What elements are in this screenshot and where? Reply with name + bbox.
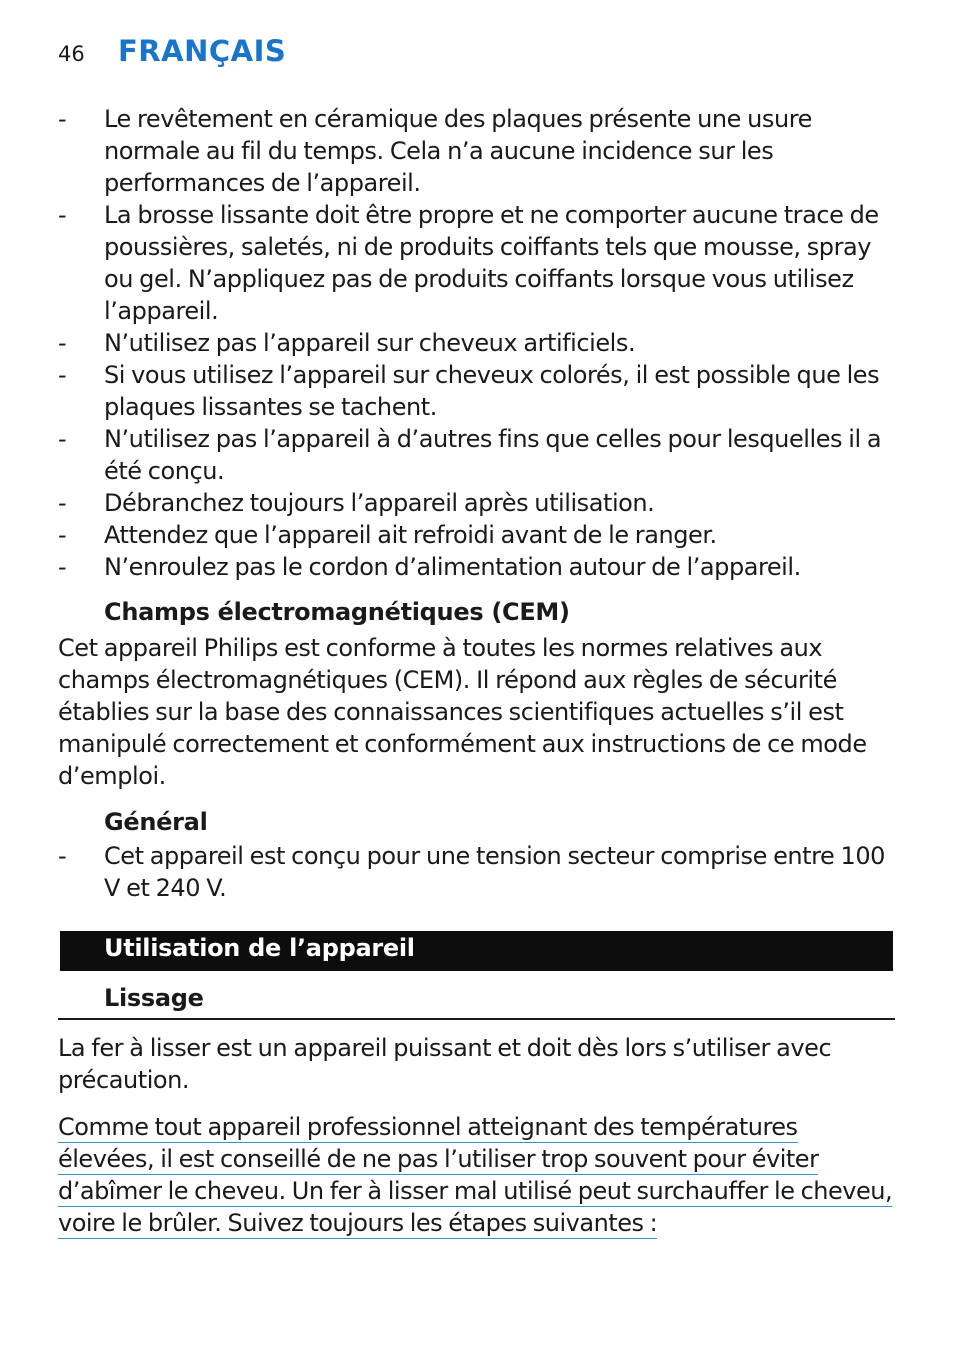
list-item-text: Attendez que l’appareil ait refroidi avant de le ranger.	[104, 521, 717, 549]
list-item-text: Débranchez toujours l’appareil après utilisation.	[104, 489, 655, 517]
general-heading: Général	[104, 808, 208, 836]
dash-marker: -	[58, 361, 67, 389]
list-item	[58, 519, 898, 551]
list-item-text: La brosse lissante doit être propre et ne comporter aucune trace de poussières, saletés, ni de produits coiffants tels que mousse, spray ou gel. N’appliquez pas de produits coiffants lorsque vous utilisez l’appareil.	[104, 201, 879, 325]
emf-heading: Champs électromagnétiques (CEM)	[104, 598, 570, 626]
caution-line: élevées, il est conseillé de ne pas l’utiliser trop souvent pour éviter	[58, 1145, 819, 1173]
list-item	[58, 551, 898, 583]
dash-marker: -	[58, 842, 67, 870]
heading-divider	[58, 1018, 895, 1020]
section-header-bar	[60, 931, 893, 971]
list-item	[58, 423, 898, 487]
dash-marker: -	[58, 489, 67, 517]
emf-paragraph: Cet appareil Philips est conforme à toutes les normes relatives aux champs électromagnétiques (CEM). Il répond aux règles de sécurité établies sur la base des connaissances scientifiques actuelles s’il est manipulé correctement et conformément aux instructions de ce mode d’emploi.	[58, 634, 867, 790]
dash-marker: -	[58, 201, 67, 229]
list-item	[58, 103, 898, 199]
section-title: Utilisation de l’appareil	[104, 934, 415, 962]
general-list-item	[58, 840, 898, 904]
dash-marker: -	[58, 553, 67, 581]
dash-marker: -	[58, 329, 67, 357]
caution-line: Comme tout appareil professionnel atteignant des températures	[58, 1113, 798, 1141]
caution-line: voire le brûler. Suivez toujours les étapes suivantes :	[58, 1209, 658, 1237]
page-number: 46	[58, 42, 85, 66]
language-title: FRANÇAIS	[118, 34, 287, 68]
list-item-text: Cet appareil est conçu pour une tension secteur comprise entre 100 V et 240 V.	[104, 842, 885, 902]
list-item-text: N’utilisez pas l’appareil à d’autres fins que celles pour lesquelles il a été conçu.	[104, 425, 882, 485]
list-item-text: N’utilisez pas l’appareil sur cheveux artificiels.	[104, 329, 636, 357]
list-item	[58, 327, 898, 359]
straightening-heading: Lissage	[104, 984, 204, 1012]
caution-line: d’abîmer le cheveu. Un fer à lisser mal utilisé peut surchauffer le cheveu,	[58, 1177, 893, 1205]
list-item	[58, 487, 898, 519]
list-item-text: Le revêtement en céramique des plaques présente une usure normale au fil du temps. Cela n’a aucune incidence sur les performances de l’appareil.	[104, 105, 812, 197]
dash-marker: -	[58, 521, 67, 549]
caution-paragraph	[58, 1111, 898, 1239]
list-item	[58, 199, 898, 327]
straightening-intro: La fer à lisser est un appareil puissant et doit dès lors s’utiliser avec précaution.	[58, 1034, 832, 1094]
precautions-list	[58, 103, 898, 583]
list-item-text: Si vous utilisez l’appareil sur cheveux colorés, il est possible que les plaques lissantes se tachent.	[104, 361, 880, 421]
list-item-text: N’enroulez pas le cordon d’alimentation autour de l’appareil.	[104, 553, 801, 581]
dash-marker: -	[58, 105, 67, 133]
dash-marker: -	[58, 425, 67, 453]
list-item	[58, 359, 898, 423]
